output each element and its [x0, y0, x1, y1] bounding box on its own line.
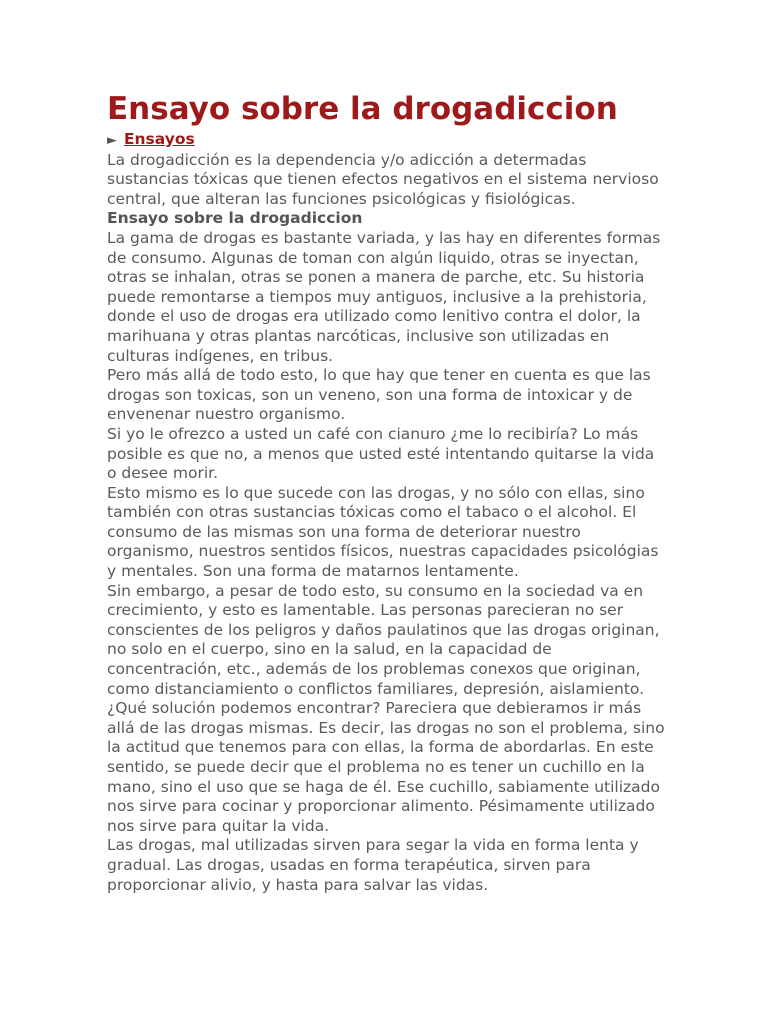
body-paragraph: Sin embargo, a pesar de todo esto, su consumo en la sociedad va en crecimiento, y esto es lamentable. Las personas parecieran no ser conscientes de los peligros y daños paulatinos que las drogas originan, no solo en el cuerpo, sino en la salud, en la capacidad de concentración, etc., además de los problemas conexos que originan, como distanciamiento o conflictos familiares, depresión, aislamiento.: [107, 581, 660, 698]
triangle-right-icon: ►: [107, 133, 117, 148]
breadcrumb-link-ensayos[interactable]: Ensayos: [123, 130, 195, 148]
body-paragraph: Las drogas, mal utilizadas sirven para segar la vida en forma lenta y gradual. Las drogas, usadas en forma terapéutica, sirven para proporcionar alivio, y hasta para salvar las vidas.: [107, 836, 639, 894]
intro-paragraph: La drogadicción es la dependencia y/o adicción a determadas sustancias tóxicas que tienen efectos negativos en el sistema nervioso central, que alteran las funciones psicológicas y fisiológicas.: [107, 150, 659, 208]
section-heading: Ensayo sobre la drogadiccion: [107, 209, 363, 228]
document-page: [107, 88, 667, 895]
body-paragraph: Esto mismo es lo que sucede con las drogas, y no sólo con ellas, sino también con otras sustancias tóxicas como el tabaco o el alcohol. El consumo de las mismas son una forma de deteriorar nuestro organismo, nuestros sentidos físicos, nuestras capacidades psicológias y mentales. Son una forma de matarnos lentamente.: [107, 483, 659, 581]
body-paragraph: ¿Qué solución podemos encontrar? Pareciera que debieramos ir más allá de las drogas mismas. Es decir, las drogas no son el problema, sino la actitud que tenemos para con ellas, la forma de abordarlas. En este sentido, se puede decir que el problema no es tener un cuchillo en la mano, sino el uso que se haga de él. Ese cuchillo, sabiamente utilizado nos sirve para cocinar y proporcionar alimento. Pésimamente utilizado nos sirve para quitar la vida.: [107, 699, 665, 835]
body-paragraph: Si yo le ofrezco a usted un café con cianuro ¿me lo recibiría? Lo más posible es que no, a menos que usted esté intentando quitarse la vida o desee morir.: [107, 424, 655, 483]
body-paragraph: Pero más allá de todo esto, lo que hay que tener en cuenta es que las drogas son toxicas, son un veneno, son una forma de intoxicar y de envenenar nuestro organismo.: [107, 366, 651, 424]
body-paragraph: La gama de drogas es bastante variada, y las hay en diferentes formas de consumo. Algunas de toman con algún liquido, otras se inyectan, otras se inhalan, otras se ponen a manera de parche, etc. Su historia puede remontarse a tiempos muy antiguos, inclusive a la prehistoria, donde el uso de drogas era utilizado como lenitivo contra el dolor, la marihuana y otras plantas narcóticas, inclusive son utilizadas en culturas indígenes, en tribus.: [107, 228, 661, 365]
page-title: Ensayo sobre la drogadiccion: [107, 91, 618, 127]
breadcrumb: [107, 130, 667, 151]
